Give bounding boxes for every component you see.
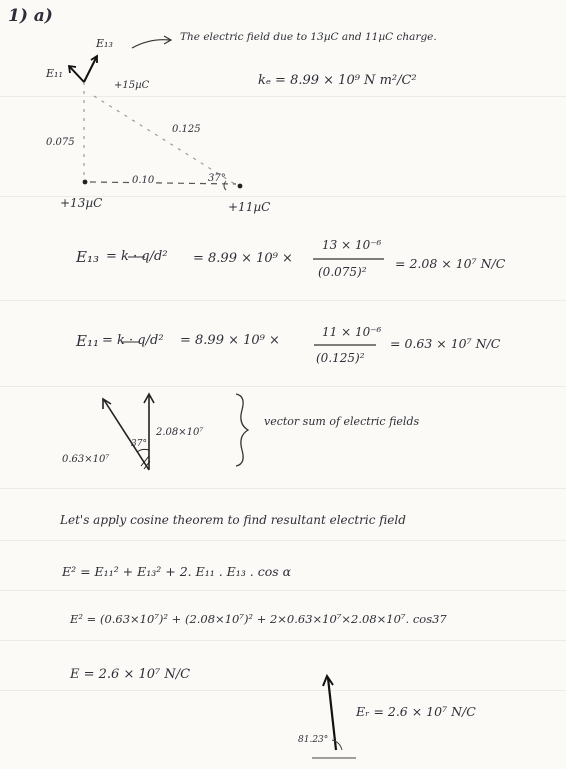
- problem-number: 1) a): [8, 6, 53, 26]
- resultant-vector: [328, 678, 336, 750]
- e13-formula: = k · q/d²: [106, 249, 168, 264]
- coulomb-constant: kₑ = 8.99 × 10⁹ N m²/C²: [258, 73, 417, 88]
- side-distance-label: 0.075: [46, 137, 75, 148]
- e13-substitution: = 8.99 × 10⁹ ×: [193, 251, 293, 266]
- vector-angle-label: 37°: [131, 439, 147, 449]
- e11-numerator: 11 × 10⁻⁶: [322, 325, 382, 339]
- e13-vector-arrow: [84, 56, 97, 82]
- e11-formula: = k · q/d²: [102, 333, 164, 348]
- e11-label: E₁₁: [46, 67, 63, 80]
- cosine-intro: Let's apply cosine theorem to find resultant electric field: [60, 513, 406, 527]
- curly-brace: [236, 394, 248, 466]
- cosine-law: E² = E₁₁² + E₁₃² + 2. E₁₁ . E₁₃ . cos α: [62, 564, 292, 579]
- resultant-label: Eᵣ = 2.6 × 10⁷ N/C: [356, 704, 476, 719]
- right-charge-label: +11µC: [228, 200, 271, 214]
- base-distance-label: 0.10: [132, 175, 155, 186]
- vector-sum-note: vector sum of electric fields: [264, 415, 420, 428]
- hyp-distance-label: 0.125: [172, 124, 201, 135]
- e13-numerator: 13 × 10⁻⁶: [322, 238, 382, 252]
- charge-11-dot: [238, 184, 243, 189]
- left-charge-label: +13µC: [60, 196, 103, 210]
- e11-denominator: (0.125)²: [316, 351, 365, 365]
- e13-label: E₁₃: [96, 37, 113, 50]
- e13-denominator: (0.075)²: [318, 265, 367, 279]
- e13-result: = 2.08 × 10⁷ N/C: [395, 256, 506, 271]
- e11-slanted-vector: [104, 400, 149, 470]
- e13-lhs: E₁₃: [76, 248, 99, 266]
- resultant-value: E = 2.6 × 10⁷ N/C: [70, 667, 191, 682]
- e11-substitution: = 8.99 × 10⁹ ×: [180, 333, 280, 348]
- e11-lhs: E₁₁: [76, 332, 99, 350]
- e13-magnitude-label: 2.08×10⁷: [156, 427, 204, 438]
- problem-note: The electric field due to 13µC and 11µC charge.: [180, 31, 437, 43]
- resultant-angle-label: 81.23°: [298, 735, 329, 745]
- cosine-substituted: E² = (0.63×10⁷)² + (2.08×10⁷)² + 2×0.63×10⁷×2.08×10⁷. cos37: [70, 612, 447, 626]
- e11-vector-arrow: [69, 66, 84, 82]
- top-charge-label: +15µC: [114, 80, 150, 91]
- e11-result: = 0.63 × 10⁷ N/C: [390, 336, 501, 351]
- angle-label: 37°: [208, 173, 226, 184]
- charge-13-dot: [83, 180, 88, 185]
- e11-magnitude-label: 0.63×10⁷: [62, 454, 110, 465]
- angle-arc: [137, 449, 149, 452]
